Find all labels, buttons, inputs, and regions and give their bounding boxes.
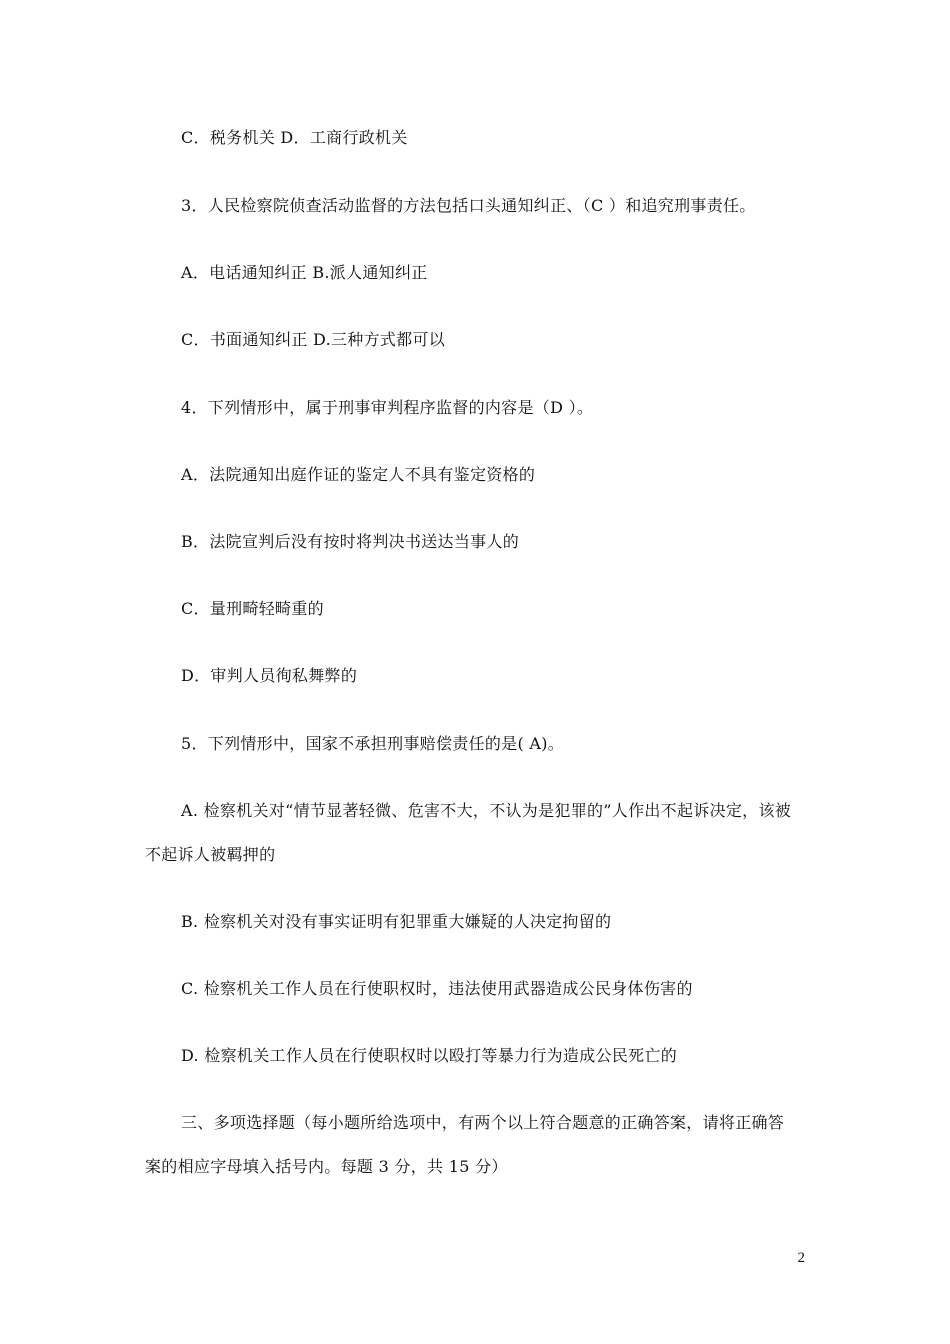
option-a-b-q3: A．电话通知纠正 B.派人通知纠正 (181, 263, 428, 282)
question-5: 5．下列情形中，国家不承担刑事赔偿责任的是( A)。 (181, 734, 565, 753)
option-a-q5-line2: 不起诉人被羁押的 (145, 845, 276, 864)
option-a-q5-line1: A. 检察机关对“情节显著轻微、危害不大，不认为是犯罪的”人作出不起诉决定，该被 (181, 801, 792, 820)
option-c-d-q3: C．书面通知纠正 D.三种方式都可以 (181, 330, 446, 349)
option-c-q5: C. 检察机关工作人员在行使职权时，违法使用武器造成公民身体伤害的 (181, 979, 693, 998)
option-b-q5: B. 检察机关对没有事实证明有犯罪重大嫌疑的人决定拘留的 (181, 912, 612, 931)
option-d-q5: D. 检察机关工作人员在行使职权时以殴打等暴力行为造成公民死亡的 (181, 1046, 678, 1065)
option-c-q4: C．量刑畸轻畸重的 (181, 599, 324, 618)
option-c-d-q2: C．税务机关 D．工商行政机关 (181, 128, 408, 147)
question-4: 4．下列情形中，属于刑事审判程序监督的内容是（D ）。 (181, 398, 594, 417)
option-b-q4: B．法院宣判后没有按时将判决书送达当事人的 (181, 532, 520, 551)
option-d-q4: D．审判人员徇私舞弊的 (181, 666, 358, 685)
section-3-heading-line2: 案的相应字母填入括号内。每题 3 分，共 15 分） (145, 1157, 508, 1176)
question-3: 3．人民检察院侦查活动监督的方法包括口头通知纠正、（C ）和追究刑事责任。 (181, 196, 756, 215)
section-3-heading-line1: 三、多项选择题（每小题所给选项中，有两个以上符合题意的正确答案，请将正确答 (181, 1113, 785, 1132)
page-number: 2 (797, 1250, 805, 1266)
option-a-q4: A．法院通知出庭作证的鉴定人不具有鉴定资格的 (181, 465, 536, 484)
